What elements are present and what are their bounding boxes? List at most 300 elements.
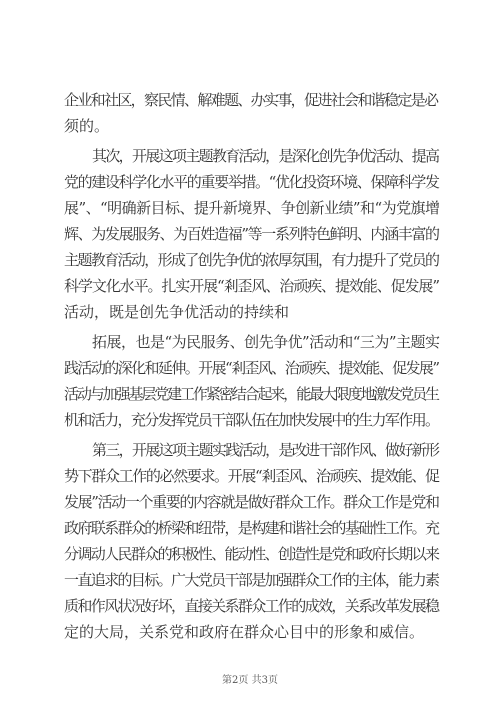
text-glyph: 明: [107, 199, 123, 217]
text-glyph: 作: [331, 571, 347, 589]
text-glyph: 保: [370, 173, 386, 191]
text-glyph: “: [268, 173, 277, 191]
text-glyph: 务: [145, 225, 161, 243]
text-glyph: 明: [343, 225, 359, 243]
text-glyph: ”: [91, 493, 99, 511]
text-glyph: 难: [210, 91, 226, 109]
text-glyph: 状: [117, 597, 133, 615]
text-glyph: 分: [144, 411, 160, 429]
text-glyph: 主: [396, 333, 412, 351]
text-glyph: 合: [244, 385, 260, 403]
text-glyph: 必: [424, 91, 440, 109]
text-glyph: 发: [157, 411, 173, 429]
text-glyph: 加: [264, 571, 280, 589]
text-glyph: 治: [315, 467, 331, 485]
text-glyph: 础: [358, 519, 374, 537]
text-glyph: 大: [321, 385, 337, 403]
text-glyph: 展: [241, 467, 257, 485]
text-glyph: 、: [266, 199, 282, 217]
text-line: [0, 408, 500, 432]
text-glyph: 剎: [261, 467, 277, 485]
text-glyph: 深: [117, 359, 133, 377]
text-glyph: 素: [425, 571, 441, 589]
text-glyph: 三: [359, 333, 375, 351]
text-glyph: 开: [189, 277, 205, 295]
text-glyph: 发: [404, 277, 420, 295]
text-glyph: 军: [384, 411, 400, 429]
text-glyph: 追: [90, 571, 106, 589]
text-glyph: 直: [77, 571, 93, 589]
text-glyph: 、: [271, 359, 287, 377]
text-glyph: 旗: [410, 199, 426, 217]
text-glyph: 激: [373, 385, 389, 403]
text-glyph: 主: [64, 251, 80, 269]
text-line: [0, 88, 500, 112]
text-glyph: 和: [344, 545, 360, 563]
text-glyph: 化: [105, 277, 121, 295]
text-glyph: 深: [291, 147, 307, 165]
text-glyph: 是: [278, 441, 294, 459]
text-glyph: 作: [192, 385, 208, 403]
text-glyph: 的: [344, 411, 360, 429]
text-glyph: ，: [118, 147, 134, 165]
text-glyph: 进: [317, 91, 333, 109]
text-glyph: 群: [274, 493, 290, 511]
text-glyph: 能: [362, 277, 378, 295]
text-glyph: 升: [371, 251, 387, 269]
text-line: [0, 300, 500, 324]
text-glyph: 纽: [197, 519, 213, 537]
text-glyph: 作: [277, 597, 293, 615]
text-glyph: 投: [302, 173, 318, 191]
text-glyph: 建: [264, 519, 280, 537]
text-glyph: 情: [170, 91, 186, 109]
text-glyph: 顽: [293, 277, 309, 295]
text-glyph: 题: [77, 251, 93, 269]
text-glyph: 是: [318, 545, 334, 563]
text-line: [0, 356, 500, 380]
text-glyph: 展: [145, 147, 161, 165]
text-glyph: 会: [318, 519, 334, 537]
text-glyph: 是: [149, 333, 165, 351]
text-glyph: 提: [411, 147, 427, 165]
text-glyph: 的: [344, 571, 360, 589]
text-glyph: 风: [288, 467, 304, 485]
text-glyph: 实: [425, 333, 441, 351]
text-glyph: 动: [385, 147, 401, 165]
text-glyph: 民: [186, 333, 202, 351]
text-glyph: 项: [171, 441, 187, 459]
text-glyph: 了: [184, 251, 200, 269]
text-glyph: 展: [418, 359, 434, 377]
text-glyph: 要: [165, 493, 181, 511]
text-glyph: 力: [411, 571, 427, 589]
text-glyph: “: [217, 277, 225, 295]
text-glyph: 提: [334, 277, 350, 295]
text-glyph: 开: [131, 441, 147, 459]
text-glyph: 主: [185, 147, 201, 165]
text-line: [0, 274, 500, 298]
text-glyph: 开: [131, 147, 147, 165]
text-glyph: 革: [384, 597, 400, 615]
text-glyph: 作: [345, 441, 361, 459]
text-glyph: 活: [371, 147, 387, 165]
text-glyph: 充: [425, 519, 441, 537]
text-glyph: 为: [381, 199, 397, 217]
text-glyph: 优: [287, 333, 303, 351]
text-glyph: 福: [227, 225, 243, 243]
text-glyph: 度: [347, 385, 363, 403]
text-glyph: 。: [411, 519, 427, 537]
text-glyph: 党: [197, 571, 213, 589]
text-glyph: 、: [376, 277, 392, 295]
text-glyph: ，: [283, 385, 299, 403]
text-glyph: 和: [77, 597, 93, 615]
text-glyph: 的: [144, 519, 160, 537]
text-glyph: 是: [237, 519, 253, 537]
text-glyph: 党: [398, 251, 414, 269]
text-glyph: 积: [170, 545, 186, 563]
text-glyph: ，: [384, 571, 400, 589]
text-glyph: 环: [329, 173, 345, 191]
text-glyph: 发: [104, 225, 120, 243]
text-glyph: 伍: [251, 411, 267, 429]
text-glyph: 创: [197, 251, 213, 269]
text-line: [0, 464, 500, 488]
text-glyph: 疾: [307, 277, 323, 295]
text-glyph: 治: [279, 277, 295, 295]
text-glyph: 争: [273, 333, 289, 351]
text-glyph: ，: [265, 441, 281, 459]
text-glyph: 、: [229, 333, 245, 351]
text-glyph: 是: [278, 147, 294, 165]
text-glyph: 发: [304, 411, 320, 429]
text-glyph: 次: [105, 147, 121, 165]
text-glyph: 会: [344, 91, 360, 109]
text-glyph: 与: [89, 385, 105, 403]
text-glyph: 活: [90, 411, 106, 429]
text-glyph: 是: [234, 493, 250, 511]
text-glyph: 系: [358, 597, 374, 615]
text-glyph: 企: [64, 91, 80, 109]
text-glyph: 党: [64, 173, 80, 191]
text-glyph: “: [225, 359, 233, 377]
text-glyph: 的: [179, 493, 195, 511]
text-glyph: 也: [135, 333, 151, 351]
text-glyph: 的: [157, 545, 173, 563]
text-glyph: 践: [64, 359, 80, 377]
text-glyph: 部: [224, 411, 240, 429]
text-glyph: 高: [425, 147, 441, 165]
text-glyph: 活: [97, 493, 113, 511]
text-glyph: 进: [305, 441, 321, 459]
text-glyph: 稳: [384, 91, 400, 109]
text-glyph: 伸: [171, 359, 187, 377]
text-glyph: 效: [318, 597, 334, 615]
text-glyph: 治: [284, 359, 300, 377]
text-glyph: 众: [144, 545, 160, 563]
text-glyph: 联: [90, 519, 106, 537]
text-line: [0, 144, 500, 168]
text-glyph: 紧: [205, 385, 221, 403]
text-glyph: 广: [170, 571, 186, 589]
text-glyph: 扎: [161, 277, 177, 295]
text-glyph: 性: [251, 545, 267, 563]
text-glyph: 改: [291, 441, 307, 459]
text-glyph: 展: [211, 359, 227, 377]
text-glyph: 在: [264, 411, 280, 429]
text-glyph: 水: [159, 173, 175, 191]
text-glyph: 绩: [338, 199, 354, 217]
text-glyph: 人: [104, 545, 120, 563]
text-glyph: “: [100, 199, 108, 217]
text-glyph: 内: [193, 493, 209, 511]
text-glyph: 业: [77, 91, 93, 109]
text-glyph: 密: [218, 385, 234, 403]
text-glyph: 党: [331, 545, 347, 563]
text-line: [0, 516, 500, 540]
text-glyph: 和: [77, 411, 93, 429]
text-glyph: 好: [144, 597, 160, 615]
text-glyph: 风: [257, 359, 273, 377]
text-glyph: 建: [91, 173, 107, 191]
text-glyph: 就: [220, 493, 236, 511]
text-glyph: 促: [390, 277, 406, 295]
text-glyph: 、: [411, 467, 427, 485]
text-glyph: 察: [144, 91, 160, 109]
text-glyph: 的: [331, 519, 347, 537]
text-glyph: 活: [238, 147, 254, 165]
text-glyph: 浓: [264, 251, 280, 269]
text-glyph: 、: [398, 147, 414, 165]
text-glyph: ”: [388, 333, 397, 351]
text-glyph: ，: [224, 519, 240, 537]
text-glyph: 质: [64, 597, 80, 615]
text-glyph: 发: [405, 359, 421, 377]
text-glyph: 育: [104, 251, 120, 269]
text-glyph: 实: [211, 441, 227, 459]
text-glyph: 创: [318, 147, 334, 165]
text-glyph: 主: [185, 441, 201, 459]
text-glyph: 部: [331, 441, 347, 459]
text-run: 定的大局，关系党和政府在群众心目中的形象和威信。: [64, 623, 425, 641]
text-glyph: 、: [302, 467, 318, 485]
text-glyph: 关: [344, 597, 360, 615]
text-glyph: 的: [425, 251, 441, 269]
text-glyph: 水: [119, 277, 135, 295]
text-glyph: 富: [411, 225, 427, 243]
text-glyph: 社: [330, 91, 346, 109]
text-glyph: 期: [398, 545, 414, 563]
text-glyph: ”: [432, 277, 440, 295]
text-glyph: 必: [159, 467, 175, 485]
text-glyph: 鲜: [329, 225, 345, 243]
text-glyph: 一: [64, 571, 80, 589]
text-glyph: 挥: [170, 411, 186, 429]
text-glyph: 桥: [157, 519, 173, 537]
text-glyph: 化: [131, 359, 147, 377]
text-glyph: 措: [241, 173, 257, 191]
text-glyph: 科: [118, 173, 134, 191]
text-glyph: 丰: [397, 225, 413, 243]
text-glyph: 改: [371, 597, 387, 615]
text-glyph: ”: [241, 225, 249, 243]
text-glyph: 党: [396, 199, 412, 217]
text-glyph: 以: [411, 545, 427, 563]
text-glyph: 这: [158, 441, 174, 459]
text-glyph: “: [254, 467, 263, 485]
text-glyph: 造: [291, 545, 307, 563]
text-glyph: ，: [290, 91, 306, 109]
text-glyph: 的: [425, 225, 441, 243]
text-line: [0, 222, 500, 246]
text-glyph: 然: [173, 467, 189, 485]
text-glyph: 、: [265, 277, 281, 295]
text-glyph: 带: [211, 519, 227, 537]
text-glyph: 、: [325, 359, 341, 377]
text-glyph: 和: [277, 519, 293, 537]
text-glyph: 作: [398, 411, 414, 429]
text-glyph: 性: [304, 545, 320, 563]
text-glyph: 要: [186, 467, 202, 485]
text-glyph: 资: [315, 173, 331, 191]
text-glyph: 一: [124, 493, 140, 511]
text-glyph: 科: [64, 277, 80, 295]
text-glyph: 能: [296, 385, 312, 403]
text-glyph: 题: [198, 441, 214, 459]
text-glyph: 动: [323, 333, 339, 351]
text-glyph: 展: [64, 199, 80, 217]
text-glyph: 求: [200, 467, 216, 485]
text-glyph: 众: [356, 493, 372, 511]
text-glyph: 动: [111, 493, 127, 511]
text-glyph: 工: [118, 467, 134, 485]
text-glyph: ，: [130, 91, 146, 109]
text-glyph: “: [352, 333, 361, 351]
text-line: [0, 114, 500, 138]
text-glyph: 争: [280, 199, 296, 217]
text-glyph: 成: [170, 251, 186, 269]
text-glyph: 调: [77, 545, 93, 563]
text-glyph: 、: [264, 545, 280, 563]
text-glyph: 风: [358, 441, 374, 459]
text-glyph: 众: [288, 493, 304, 511]
text-line: [0, 542, 500, 566]
text-glyph: 促: [304, 91, 320, 109]
text-glyph: 机: [64, 411, 80, 429]
text-glyph: 新: [411, 441, 427, 459]
text-glyph: 作: [132, 467, 148, 485]
text-glyph: 好: [398, 441, 414, 459]
text-glyph: 、: [356, 225, 372, 243]
text-glyph: 党: [184, 411, 200, 429]
text-glyph: 业: [324, 199, 340, 217]
text-line: [0, 248, 500, 272]
text-glyph: 剎: [231, 359, 247, 377]
text-glyph: 体: [371, 571, 387, 589]
text-glyph: 工: [384, 519, 400, 537]
text-glyph: 下: [77, 467, 93, 485]
text-glyph: 其: [92, 147, 108, 165]
text-glyph: 形: [157, 251, 173, 269]
text-glyph: 等: [247, 225, 263, 243]
text-glyph: 举: [227, 173, 243, 191]
text-glyph: 化: [305, 147, 321, 165]
text-glyph: 性: [371, 519, 387, 537]
text-glyph: 展: [77, 493, 93, 511]
text-glyph: 延: [157, 359, 173, 377]
text-glyph: 氛: [291, 251, 307, 269]
text-glyph: 新: [222, 199, 238, 217]
text-glyph: 。: [157, 571, 173, 589]
text-glyph: 力: [344, 251, 360, 269]
text-glyph: 风: [251, 277, 267, 295]
text-glyph: 、: [321, 277, 337, 295]
text-glyph: “: [164, 333, 173, 351]
text-glyph: 展: [106, 333, 122, 351]
text-glyph: 姓: [200, 225, 216, 243]
text-glyph: 群: [117, 519, 133, 537]
text-glyph: 直: [184, 597, 200, 615]
text-glyph: 活: [117, 251, 133, 269]
text-glyph: 障: [384, 173, 400, 191]
text-glyph: 干: [318, 441, 334, 459]
text-glyph: 务: [215, 333, 231, 351]
text-glyph: 。: [147, 277, 163, 295]
text-glyph: 、: [184, 91, 200, 109]
text-glyph: 先: [258, 333, 274, 351]
text-glyph: 效: [348, 277, 364, 295]
text-glyph: 强: [115, 385, 131, 403]
text-glyph: 、: [356, 173, 372, 191]
text-glyph: 色: [315, 225, 331, 243]
text-glyph: 干: [211, 411, 227, 429]
text-glyph: 党: [411, 493, 427, 511]
text-glyph: 设: [104, 173, 120, 191]
text-glyph: 内: [370, 225, 386, 243]
text-glyph: 作: [315, 493, 331, 511]
text-glyph: 开: [227, 467, 243, 485]
text-glyph: 的: [104, 359, 120, 377]
text-glyph: 好: [261, 493, 277, 511]
text-glyph: 社: [104, 91, 120, 109]
text-glyph: 剎: [223, 277, 239, 295]
text-glyph: 是: [251, 571, 267, 589]
text-glyph: 求: [104, 571, 120, 589]
text-glyph: 项: [171, 147, 187, 165]
text-glyph: 厚: [277, 251, 293, 269]
text-glyph: 做: [247, 493, 263, 511]
text-glyph: 歪: [244, 359, 260, 377]
text-glyph: 构: [251, 519, 267, 537]
text-glyph: 民: [157, 91, 173, 109]
text-line: [0, 196, 500, 220]
text-glyph: 层: [141, 385, 157, 403]
text-glyph: 加: [277, 411, 293, 429]
text-glyph: 地: [360, 385, 376, 403]
text-glyph: 境: [343, 173, 359, 191]
text-glyph: 。: [214, 467, 230, 485]
text-glyph: 。: [184, 359, 200, 377]
text-glyph: 工: [370, 493, 386, 511]
text-glyph: 谐: [370, 91, 386, 109]
text-glyph: 和: [357, 91, 373, 109]
text-glyph: 力: [104, 411, 120, 429]
text-glyph: 最: [308, 385, 324, 403]
text-glyph: 化: [145, 173, 161, 191]
text-glyph: 、: [179, 199, 195, 217]
text-glyph: 和: [184, 519, 200, 537]
